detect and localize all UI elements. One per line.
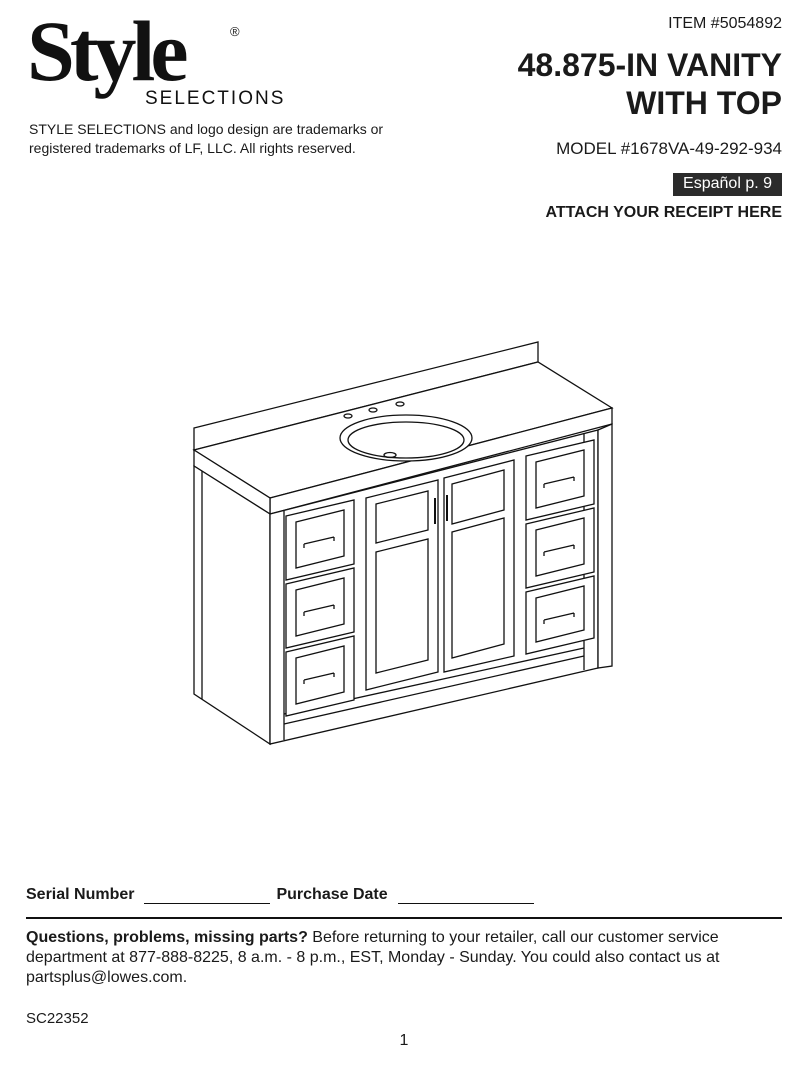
section-divider: [26, 917, 782, 919]
serial-number-field[interactable]: [144, 889, 270, 904]
page-number: 1: [399, 1032, 409, 1049]
questions-lead: Questions, problems, missing parts?: [26, 929, 308, 946]
title-line-1: 48.875-IN VANITY: [517, 47, 782, 83]
document-code: SC22352: [26, 1010, 89, 1027]
logo-registered-mark: ®: [230, 24, 240, 39]
logo-wordmark: Style: [27, 3, 184, 99]
spanish-page-badge: Español p. 9: [673, 173, 782, 196]
logo-subtitle: SELECTIONS: [145, 88, 286, 109]
item-number: ITEM #5054892: [668, 15, 782, 32]
model-number: MODEL #1678VA-49-292-934: [556, 139, 782, 158]
serial-number-label: Serial Number: [26, 886, 135, 903]
title-line-2: WITH TOP: [626, 85, 782, 121]
vanity-illustration: [188, 338, 618, 750]
attach-receipt-label: ATTACH YOUR RECEIPT HERE: [545, 204, 782, 221]
purchase-date-label: Purchase Date: [276, 886, 388, 903]
product-title: [452, 46, 782, 122]
serial-purchase-row: [26, 886, 540, 904]
purchase-date-field[interactable]: [398, 889, 534, 904]
questions-body: Before returning to your retailer, call our customer service department at 877-888-8225, 8 a.m. - 8 p.m., EST, Monday - Sunday. You could also contact us at partsplus@lowes.com.: [26, 929, 720, 986]
style-selections-logo: [27, 3, 287, 114]
trademark-notice: STYLE SELECTIONS and logo design are trademarks or registered trademarks of LF, LLC. All rights reserved.: [29, 121, 384, 156]
customer-service-notice: [26, 928, 782, 988]
